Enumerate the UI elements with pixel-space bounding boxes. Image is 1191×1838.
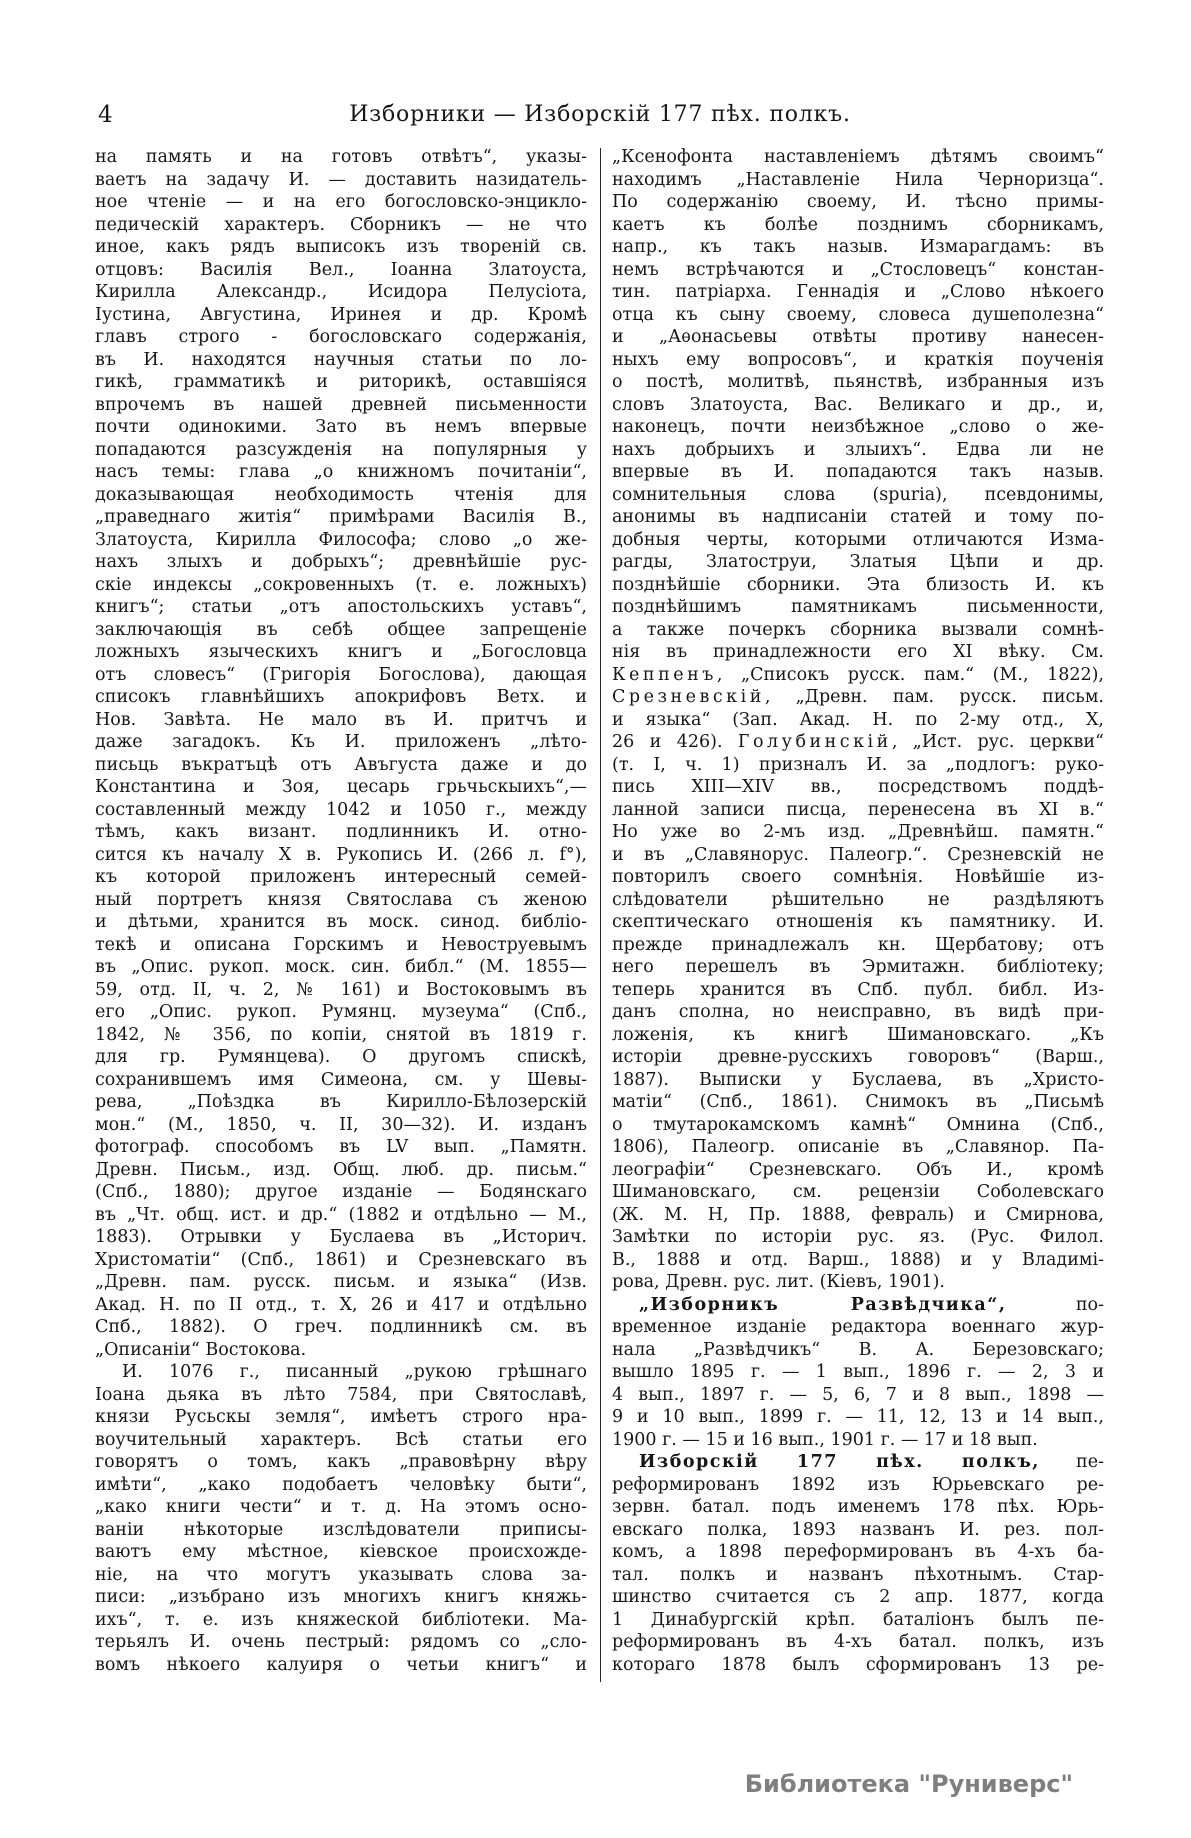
text-line: скептическаго отношенія къ памятнику. И. [612,912,1104,932]
text-line: напр., къ такъ назыв. Измарагдамъ: въ [612,237,1104,257]
text-line: попадаются разсужденія на популярныя у [95,439,587,460]
text-line: скіе индексы „сокровенныхъ (т. е. ложныхъ) [95,574,587,595]
text-line: сомнительныя слова (spuria), псевдонимы, [612,484,1104,505]
text-line: добныя черты, которыми отличаются Изма- [612,529,1104,550]
text-line: фотограф. способомъ въ LV вып. „Памятн. [95,1137,587,1157]
text-line: него перешелъ въ Эрмитажн. библіотеку; [612,957,1104,977]
letterspaced-name: Срезневскій [612,687,765,707]
text-line: нія въ принадлежности его XI вѣку. См. [612,642,1104,662]
text-line: въ „Опис. рукоп. моск. син. библ.“ (М. 1855— [95,957,587,977]
text-line: Но уже во 2-мъ изд. „Древнѣйш. памятн.“ [612,822,1104,842]
text-line: ніе, на что могутъ указывать слова за- [95,1564,587,1585]
text-line: главъ строго - богословскаго содержанія, [95,327,587,347]
text-line: теперь хранится въ Спб. публ. библ. Из- [612,979,1104,1000]
text-line: сохранившемъ имя Симеона, см. у Шевы- [95,1069,587,1090]
text-line: сится къ началу X в. Рукопись И. (266 л. f°), [95,844,587,865]
text-line: его „Опис. рукоп. Румянц. музеума“ (Спб., [95,1002,587,1022]
text-line: (т. I, ч. 1) призналъ И. за „подлогъ: руко- [612,754,1104,775]
text-line: словъ Златоуста, Вас. Великаго и др., и, [612,394,1104,415]
text-line: 1883). Отрывки у Буслаева въ „Историч. [95,1227,587,1247]
text-line: ложенія, къ книгѣ Шимановскаго. „Къ [612,1024,1104,1045]
text-line: текѣ и описана Горскимъ и Невоструевымъ [95,934,587,955]
running-header-title: Изборники — Изборскій 177 пѣх. полкъ. [349,102,851,127]
text-line: позднѣйшіе сборники. Эта близость И. къ [612,574,1104,595]
text-line: 1887). Выписки у Буслаева, въ „Христо- [612,1069,1104,1090]
text-line: вышло 1895 г. — 1 вып., 1896 г. — 2, 3 и [612,1362,1104,1382]
text-line: отъ словесъ“ (Григорія Богослова), дающая [95,664,587,685]
text-line: гикѣ, грамматикѣ и риторикѣ, оставшіяся [95,372,587,392]
text-line: 1842, № 356, по копіи, снятой въ 1819 г. [95,1024,587,1045]
text-line: 9 и 10 вып., 1899 г. — 11, 12, 13 и 14 вып., [612,1407,1104,1427]
text-line: и дѣтьми, хранится въ моск. синод. библіо- [95,912,587,932]
text-line: тѣмъ, какъ визант. подлинникъ И. отно- [95,822,587,842]
text-line: рова, Древн. рус. лит. (Кіевъ, 1901). [612,1272,945,1292]
text-line: ный портретъ князя Святослава съ женою [95,889,587,910]
text-line: временное изданіе редактора военнаго жур- [612,1317,1104,1337]
text-line: Іустина, Августина, Иринея и др. Кромѣ [95,304,587,325]
text-line: Іоана дьяка въ лѣто 7584, при Святославѣ, [95,1384,587,1405]
text-line: котораго 1878 былъ сформированъ 13 ре- [612,1654,1104,1675]
text-segment: , „Древн. пам. русск. письм. [764,687,1104,707]
text-line: леографіи“ Срезневскаго. Объ И., кромѣ [612,1159,1104,1180]
text-segment: , „Списокъ русск. пам.“ (М., 1822), [716,664,1104,685]
text-line [612,731,1104,754]
text-line: ваетъ на задачу И. — доставить назидатель- [95,169,587,190]
text-line: почти одинокими. Зато въ немъ впервые [95,417,587,437]
text-line: ное чтеніе — и на его богословско-энцикло- [95,192,587,212]
text-line: насъ темы: глава „о книжномъ почитаніи“, [95,462,587,482]
text-line: И. 1076 г., писанный „рукою грѣшнаго [122,1362,587,1382]
text-line: наконецъ, почти неизбѣжное „слово о же- [612,417,1104,437]
letterspaced-name: Голубинскій [737,732,892,752]
text-line: о тмутарокамскомъ камнѣ“ Омнина (Спб., [612,1114,1104,1135]
text-line: въ И. находятся научныя статьи по ло- [95,349,587,370]
text-line: Христоматіи“ (Спб., 1861) и Срезневскаго въ [95,1249,587,1270]
text-line: Древн. Письм., изд. Общ. люб. др. письм.“ [95,1159,587,1180]
text-line: мон.“ (М., 1850, ч. II, 30—32). И. изданъ [95,1114,587,1135]
text-line: В., 1888 и отд. Варш., 1888) и у Владимі- [612,1249,1104,1270]
text-line: исторіи древне-русскихъ говоровъ“ (Варш., [612,1047,1104,1067]
text-line: „праведнаго житія“ примѣрами Василія В., [95,507,587,527]
entry-headword: Изборскій 177 пѣх. полкъ, [639,1452,1040,1472]
text-line: (Ж. М. Н, Пр. 1888, февраль) и Смирнова, [612,1204,1104,1225]
text-line: 59, отд. II, ч. 2, № 161) и Востоковымъ въ [95,979,587,1000]
text-line: „Древн. пам. русск. письм. и языка“ (Изв. [95,1272,587,1292]
text-line: реформированъ 1892 изъ Юрьевскаго ре- [612,1474,1104,1495]
text-line: Кирилла Александр., Исидора Пелусіота, [95,282,587,302]
text-line [612,1451,1104,1474]
text-line: иное, какъ рядъ выписокъ изъ твореній св. [95,237,587,257]
text-line: Замѣтки по исторіи рус. яз. (Рус. Филол. [612,1227,1104,1247]
text-line: По содержанію своему, И. тѣсно примы- [612,192,1104,212]
text-line: воучительный характеръ. Всѣ статьи его [95,1429,587,1450]
text-line: нахъ злыхъ и добрыхъ“; древнѣйшіе рус- [95,552,587,572]
text-line: терьялъ И. очень пестрый: рядомъ со „сло- [95,1632,587,1652]
text-line: ваніи нѣкоторые изслѣдователи приписы- [95,1519,587,1540]
text-line: евскаго полка, 1893 названъ И. рез. пол- [612,1519,1104,1540]
text-line: матіи“ (Спб., 1861). Снимокъ въ „Письмѣ [612,1092,1104,1112]
text-line: и „Аѳонасьевы отвѣты противу нанесен- [612,327,1104,347]
text-line: ихъ“, т. е. изъ княжеской библіотеки. Ма- [95,1609,587,1630]
text-line [612,1294,1104,1317]
text-line: „Ксенофонта наставленіемъ дѣтямъ своимъ“ [612,147,1104,167]
text-segment: по- [1006,1294,1104,1315]
text-line: позднѣйшимъ памятникамъ письменности, [612,597,1104,617]
text-line: книгъ“; статьи „отъ апостольскихъ уставъ“, [95,597,587,617]
text-line: на память и на готовъ отвѣтъ“, указы- [95,147,587,167]
text-line: (Спб., 1880); другое изданіе — Бодянскаго [95,1182,587,1202]
text-line: доказывающая необходимость чтенія для [95,484,587,505]
text-line: 4 вып., 1897 г. — 5, 6, 7 и 8 вып., 1898 — [612,1384,1104,1405]
text-line: анонимы въ надписаніи статей и тому по- [612,507,1104,527]
text-line: 1 Динабургскій крѣп. баталіонъ былъ пе- [612,1609,1104,1630]
library-watermark: Библиотека "Руниверс" [744,1770,1073,1798]
text-line: Спб., 1882). О греч. подлинникѣ см. въ [95,1317,587,1337]
text-line: къ которой приложенъ интересный семей- [95,867,587,887]
text-line: отца къ сыну своему, словеса душеполезна“ [612,304,1104,325]
text-line: зервн. батал. подъ именемъ 178 пѣх. Юрь- [612,1497,1104,1517]
text-line: пись XIII—XIV вв., посредствомъ поддѣ- [612,777,1104,797]
text-line: тин. патріарха. Геннадія и „Слово нѣкоего [612,282,1104,302]
text-line: Константина и Зоя, цесарь грьчьскыихъ“,— [95,777,587,797]
text-line: Шимановскаго, см. рецензіи Соболевскаго [612,1182,1104,1202]
text-line: а также почеркъ сборника вызвали сомнѣ- [612,619,1104,640]
text-line: ваютъ ему мѣстное, кіевское происхожде- [95,1542,587,1562]
text-line: комъ, а 1898 переформированъ въ 4-хъ ба- [612,1542,1104,1562]
text-line: тал. полкъ и названъ пѣхотнымъ. Стар- [612,1564,1104,1585]
text-line: ложныхъ языческихъ книгъ и „Богословца [95,642,587,662]
text-line: реформированъ въ 4-хъ батал. полкъ, изъ [612,1632,1104,1652]
text-line: 1900 г. — 15 и 16 вып., 1901 г. — 17 и 18 вып. [612,1429,1038,1450]
text-line: слѣдователи рѣшительно не раздѣляютъ [612,889,1104,910]
text-line: рагды, Златоструи, Златыя Цѣпи и др. [612,552,1104,572]
text-line: ныхъ ему вопросовъ“, и краткія поученія [612,349,1104,370]
text-line: заключающія въ себѣ общее запрещеніе [95,619,587,640]
text-line: писи: „изъбрано изъ многихъ книгъ княжь- [95,1587,587,1607]
text-line: князи Русьскы земля“, имѣетъ строго нра- [95,1407,587,1427]
text-line: даже загадокъ. Къ И. приложенъ „лѣто- [95,732,587,752]
text-line: повторилъ своего сомнѣнія. Новѣйшіе из- [612,867,1104,887]
text-segment: 26 и 426). [612,732,738,752]
text-line: и языка“ (Зап. Акад. Н. по 2-му отд., X, [612,709,1104,730]
text-line: впрочемъ въ нашей древней письменности [95,394,587,415]
text-line: письць въкратъцѣ отъ Авъгуста даже и до [95,754,587,775]
text-line: шинство считается съ 2 апр. 1877, когда [612,1587,1104,1607]
text-line [612,664,1104,687]
text-line [612,686,1104,709]
text-line: ланной записи писца, перенесена въ XI в.“ [612,799,1104,820]
text-line: имѣти“, „како подобаетъ человѣку быти“, [95,1474,587,1495]
text-line: каетъ къ болѣе позднимъ сборникамъ, [612,214,1104,235]
text-segment: , „Ист. рус. церкви“ [891,732,1104,752]
text-line: въ „Чт. общ. ист. и др.“ (1882 и отдѣльно — М., [95,1204,587,1225]
text-line: о постѣ, молитвѣ, пьянствѣ, избранныя изъ [612,372,1104,392]
text-line: „Описаніи“ Востокова. [95,1339,307,1360]
left-column [95,146,587,1676]
text-line: отцовъ: Василія Вел., Іоанна Златоуста, [95,259,587,280]
text-line: данъ сполна, но неисправно, въ видѣ при- [612,1002,1104,1022]
text-line: вомъ нѣкоего калуиря о четьи книгъ“ и [95,1654,587,1675]
text-line: находимъ „Наставленіе Нила Черноризца“. [612,169,1104,190]
page-number: 4 [98,102,113,128]
text-line: немъ встрѣчаются и „Стословецъ“ констан- [612,259,1104,280]
text-line: Нов. Завѣта. Не мало въ И. притчъ и [95,709,587,730]
text-line: и въ „Славянорус. Палеогр.“. Срезневскій не [612,844,1104,865]
right-column [612,146,1104,1676]
text-line: для гр. Румянцева). О другомъ спискѣ, [95,1047,587,1067]
text-line: нала „Развѣдчикъ“ В. А. Березовскаго; [612,1339,1104,1360]
text-line: Златоуста, Кирилла Философа; слово „о же- [95,529,587,550]
text-segment: пе- [1039,1452,1104,1472]
text-line: составленный между 1042 и 1050 г., между [95,799,587,820]
letterspaced-name: Кеппенъ [612,664,717,685]
text-line: списокъ главнѣйшихъ апокрифовъ Ветх. и [95,687,587,707]
text-line: впервые въ И. попадаются такъ назыв. [612,462,1104,482]
entry-headword: „Изборникъ Развѣдчика“, [639,1294,1007,1315]
text-line: Акад. Н. по II отд., т. X, 26 и 417 и отдѣльно [95,1294,587,1315]
column-divider [600,148,601,1682]
text-line: педическій характеръ. Сборникъ — не что [95,214,587,235]
text-line: прежде принадлежалъ кн. Щербатову; отъ [612,934,1104,955]
text-line: говорятъ о томъ, какъ „правовѣрну вѣру [95,1452,587,1472]
text-line: „како книги чести“ и т. д. На этомъ осно- [95,1497,587,1517]
text-line: рева, „Поѣздка въ Кирилло-Бѣлозерскій [95,1092,587,1112]
text-line: 1806), Палеогр. описаніе въ „Славянор. Па- [612,1137,1104,1157]
text-line: нахъ добрыихъ и злыихъ“. Едва ли не [612,439,1104,460]
